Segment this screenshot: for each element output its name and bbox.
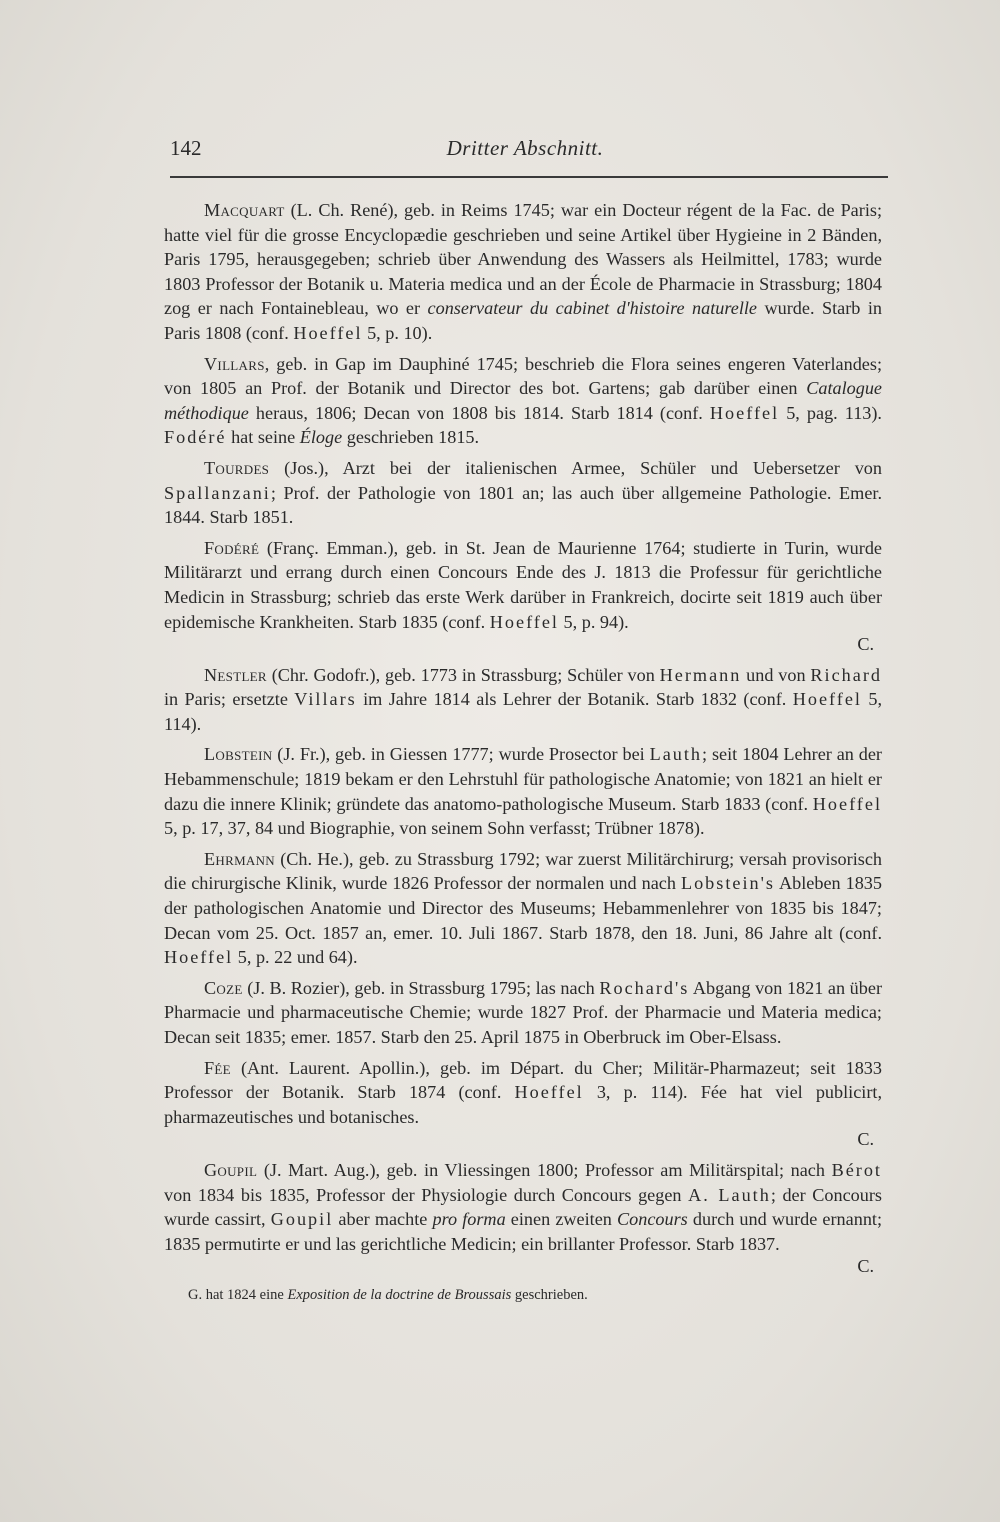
entry-spaced-name: Goupil [270,1209,334,1230]
entry-spaced-name: Hoeffel [792,689,862,710]
entry-spaced-name: Spallanzani [164,482,271,503]
author-signature: C. [857,1256,874,1277]
entry-text: von 1834 bis 1835, Professor der Physiologie durch Concours gegen [164,1184,689,1205]
entry-text: (Ant. Laurent. Apollin.), geb. im Départ. du Cher; Militär-Pharmazeut; seit 1833 Professor der Botanik. Starb 1874 (conf. [164,1057,882,1103]
entry-text: 5, p. 17, 37, 84 und Biographie, von seinem Sohn verfasst; Trübner 1878). [164,818,705,839]
entry-name: Fodéré [204,537,260,558]
entry-name: Ehrmann [204,848,275,869]
entry-text: (Franç. Emman.), geb. in St. Jean de Maurienne 1764; studierte in Turin, wurde Militärarzt und errang durch einen Concours Ende des J. 1813 die Professur für gerichtliche Medicin in Strassburg; schrieb das erste Werk darüber in Frankreich, docirte seit 1819 auch über epidemische Krankheiten. Starb 1835 (conf. [164,537,882,632]
entry-text: 3, p. 114). Fée hat viel publicirt, pharmazeutisches und botanisches. [164,1082,882,1127]
entry-ehrmann [164,847,882,970]
entry-spaced-name: Lobstein's [680,873,775,894]
entry-text: hat seine [226,427,300,448]
entry-italic: Éloge [299,427,343,448]
entry-name: Macquart [204,200,285,220]
entry-name: Goupil [204,1159,258,1180]
entry-name: Fée [204,1057,231,1078]
entry-text: und von [741,664,811,685]
entry-text: (J. B. Rozier), geb. in Strassburg 1795; las nach [242,977,600,998]
entry-text: durch und wurde ernannt; 1835 permutirte er und las gerichtliche Medicin; ein brillanter Professor. Starb 1837. [164,1209,883,1254]
entry-text: (Jos.), Arzt bei der italienischen Armee, Schüler und Uebersetzer von [269,457,882,478]
entry-name: Nestler [204,664,267,685]
entry-text: , geb. in Gap im Dauphiné 1745; beschrieb die Flora seines engeren Vaterlandes; von 1805 an Prof. der Botanik und Director des bot. Gartens; gab darüber einen [164,353,882,399]
entry-text: einen zweiten [505,1209,618,1230]
entry-name: Tourdes [204,457,270,478]
author-signature: C. [857,634,874,655]
entry-spaced-name: Hoeffel [812,793,882,814]
entry-fee [164,1056,882,1152]
entry-italic: Concours [617,1209,688,1230]
entry-text: 5, 114). [164,689,882,734]
entry-text: heraus, 1806; Decan von 1808 bis 1814. Starb 1814 (conf. [248,402,710,423]
entry-spaced-name: Hermann [659,664,742,685]
entry-fodere [164,536,882,657]
entry-lobstein [164,742,882,840]
running-head: Dritter Abschnitt. [446,136,604,160]
entry-text: 5, pag. 113). [779,402,882,423]
entry-text: ; Prof. der Pathologie von 1801 an; las auch über allgemeine Pathologie. Emer. 1844. Starb 1851. [164,482,882,528]
entry-tourdes [164,456,882,530]
footnote-text: geschrieben. [511,1286,588,1303]
entry-nestler [164,663,882,737]
footnote-italic: Exposition de la doctrine de Broussais [287,1286,512,1303]
header-rule [170,176,888,178]
entry-spaced-name: Hoeffel [709,402,780,423]
entry-spaced-name: Rochard's [599,977,690,998]
entry-spaced-name: Richard [810,664,882,685]
page-number: 142 [170,136,202,160]
entry-text: (J. Mart. Aug.), geb. in Vliessingen 1800; Professor am Militärspital; nach [257,1159,832,1180]
entry-italic: pro forma [432,1209,506,1230]
entry-text: Abgang von 1821 an über Pharmacie und pharmaceutische Chemie; wurde 1827 Prof. der Pharmacie und Materia medica; Decan seit 1835; emer. 1857. Starb den 25. April 1875 in Oberbruck im Ober-Elsass. [164,977,883,1047]
entry-spaced-name: Lauth [649,744,703,765]
entry-spaced-name: A. Lauth [688,1184,771,1205]
entry-text: im Jahre 1814 als Lehrer der Botanik. Starb 1832 (conf. [356,689,793,710]
entry-name: Coze [204,977,243,998]
footnote [188,1285,882,1305]
entry-text: (Chr. Godofr.), geb. 1773 in Strassburg; Schüler von [266,664,660,685]
entry-villars [164,352,882,450]
entry-italic: conservateur du cabinet d'histoire naturelle [427,298,758,319]
entry-text: in Paris; ersetzte [164,689,295,710]
entry-text: ; der Concours wurde cassirt, [164,1184,882,1230]
page-body [164,198,882,1305]
entry-spaced-name: Bérot [831,1159,882,1180]
entry-spaced-name: Hoeffel [164,947,234,968]
entry-name: Villars [204,353,265,374]
entry-spaced-name: Hoeffel [489,611,559,632]
entry-text: ; seit 1804 Lehrer an der Hebammenschule; 1819 bekam er den Lehrstuhl für pathologische Anatomie; von 1821 an hielt er dazu die innere Klinik; gründete das anatomo-pathologische Museum. Starb 1833 (conf. [164,744,882,814]
footnote-text: G. hat 1824 eine [188,1286,288,1303]
entry-text: wurde. Starb in Paris 1808 (conf. [164,298,882,343]
entry-text: Ableben 1835 der pathologischen Anatomie und Director des Museums; Hebammenlehrer von 1835 bis 1847; Decan vom 25. Oct. 1857 an, emer. 10. Juli 1867. Starb 1878, den 18. Juni, 86 Jahre alt (conf. [164,873,882,943]
entry-name: Lobstein [204,744,273,765]
entry-italic: Catalogue méthodique [164,378,882,423]
entry-spaced-name: Fodéré [164,427,227,448]
entry-coze [164,976,882,1050]
entry-text: geschrieben 1815. [342,427,480,448]
page-header [170,136,880,168]
entry-text: (Ch. He.), geb. zu Strassburg 1792; war zuerst Militärchirurg; versah provisorisch die chirurgische Klinik, wurde 1826 Professor der normalen und nach [164,848,882,894]
entry-text: (J. Fr.), geb. in Giessen 1777; wurde Prosector bei [272,744,650,765]
entry-spaced-name: Villars [294,689,357,710]
entry-text: 5, p. 94). [558,611,629,632]
entry-text: 5, p. 10). [362,322,433,343]
entry-text: aber machte [333,1209,433,1230]
entry-spaced-name: Hoeffel [293,322,363,343]
author-signature: C. [857,1129,874,1150]
entry-goupil [164,1158,882,1279]
entry-macquart [164,198,882,346]
entry-text: 5, p. 22 und 64). [233,947,358,968]
entry-spaced-name: Hoeffel [514,1082,584,1103]
entry-text: (L. Ch. René), geb. in Reims 1745; war ein Docteur régent de la Fac. de Paris; hatte viel für die grosse Encyclopædie geschrieben und seine Artikel über Hygieine in 2 Bänden, Paris 1795, herausgegeben; schrieb über Anwendung des Wassers als Heilmittel, 1783; wurde 1803 Professor der Botanik u. Materia medica und an der École de Pharmacie in Strassburg; 1804 zog er nach Fontainebleau, wo er [164,200,882,319]
